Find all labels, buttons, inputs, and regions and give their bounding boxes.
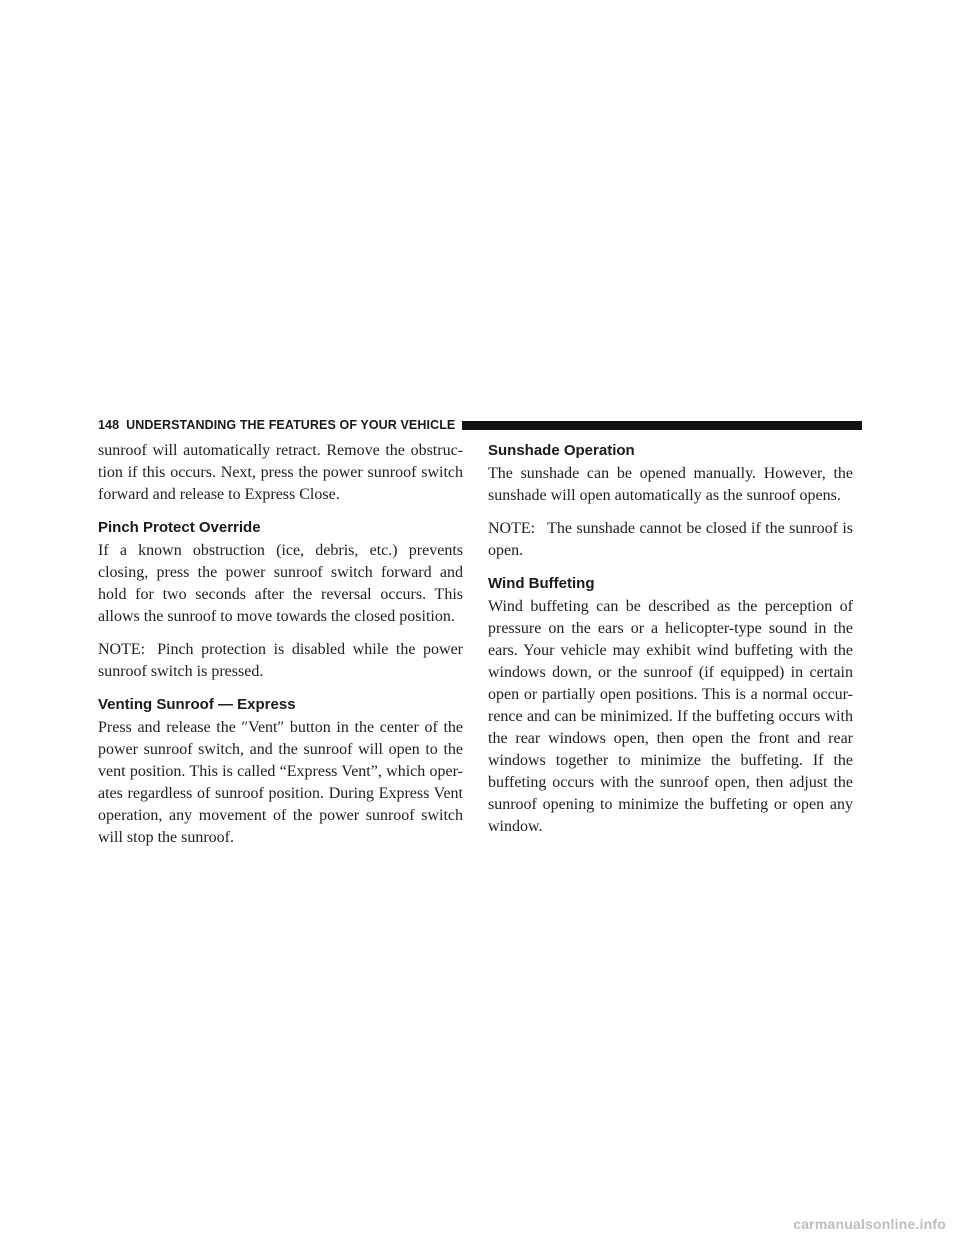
section-title: UNDERSTANDING THE FEATURES OF YOUR VEHICLE [126, 418, 456, 432]
header-rule [462, 421, 862, 430]
intro-paragraph: sunroof will automatically retract. Remove the obstruc-tion if this occurs. Next, press the power sunroof switch forward and release to Express Close. [98, 442, 463, 503]
note-text: Pinch protection is disabled while the power sunroof switch is pressed. [98, 641, 463, 680]
right-column [488, 440, 853, 849]
note-pinch-protection [98, 639, 463, 683]
sunshade-paragraph: The sunshade can be opened manually. However, the sunshade will open automatically as the sunroof opens. [488, 465, 853, 504]
venting-sunroof-heading: Venting Sunroof — Express [98, 696, 296, 713]
footer-watermark: carmanualsonline.info [793, 1216, 946, 1232]
left-column [98, 440, 463, 860]
page-header [98, 416, 862, 434]
page-number: 148 [98, 418, 120, 432]
venting-sunroof-paragraph: Press and release the ″Vent″ button in the center of the power sunroof switch, and the sunroof will open to the vent position. This is called “Express Vent”, which oper-ates regardless of sunroof position. During Express Vent operation, any movement of the power sunroof switch will stop the sunroof. [98, 719, 463, 846]
wind-buffeting-paragraph: Wind buffeting can be described as the perception of pressure on the ears or a helicopter-type sound in the ears. Your vehicle may exhibit wind buffeting with the windows down, or the sunroof (if equipped) in certain open or partially open positions. This is a normal occur-rence and can be minimized. If the buffeting occurs with the rear windows open, then open the front and rear windows together to minimize the buffeting. If the buffeting occurs with the sunroof open, then adjust the sunroof opening to minimize the buffeting or open any window. [488, 598, 853, 835]
note-sunshade [488, 518, 853, 562]
sunshade-heading: Sunshade Operation [488, 442, 635, 459]
note-text: The sunshade cannot be closed if the sunroof is open. [488, 520, 853, 559]
pinch-protect-heading: Pinch Protect Override [98, 519, 261, 536]
note-label: NOTE: [98, 641, 146, 658]
pinch-protect-paragraph: If a known obstruction (ice, debris, etc.) prevents closing, press the power sunroof switch forward and hold for two seconds after the reversal occurs. This allows the sunroof to move towards the closed position. [98, 542, 463, 625]
wind-buffeting-heading: Wind Buffeting [488, 575, 595, 592]
note-label: NOTE: [488, 520, 536, 537]
